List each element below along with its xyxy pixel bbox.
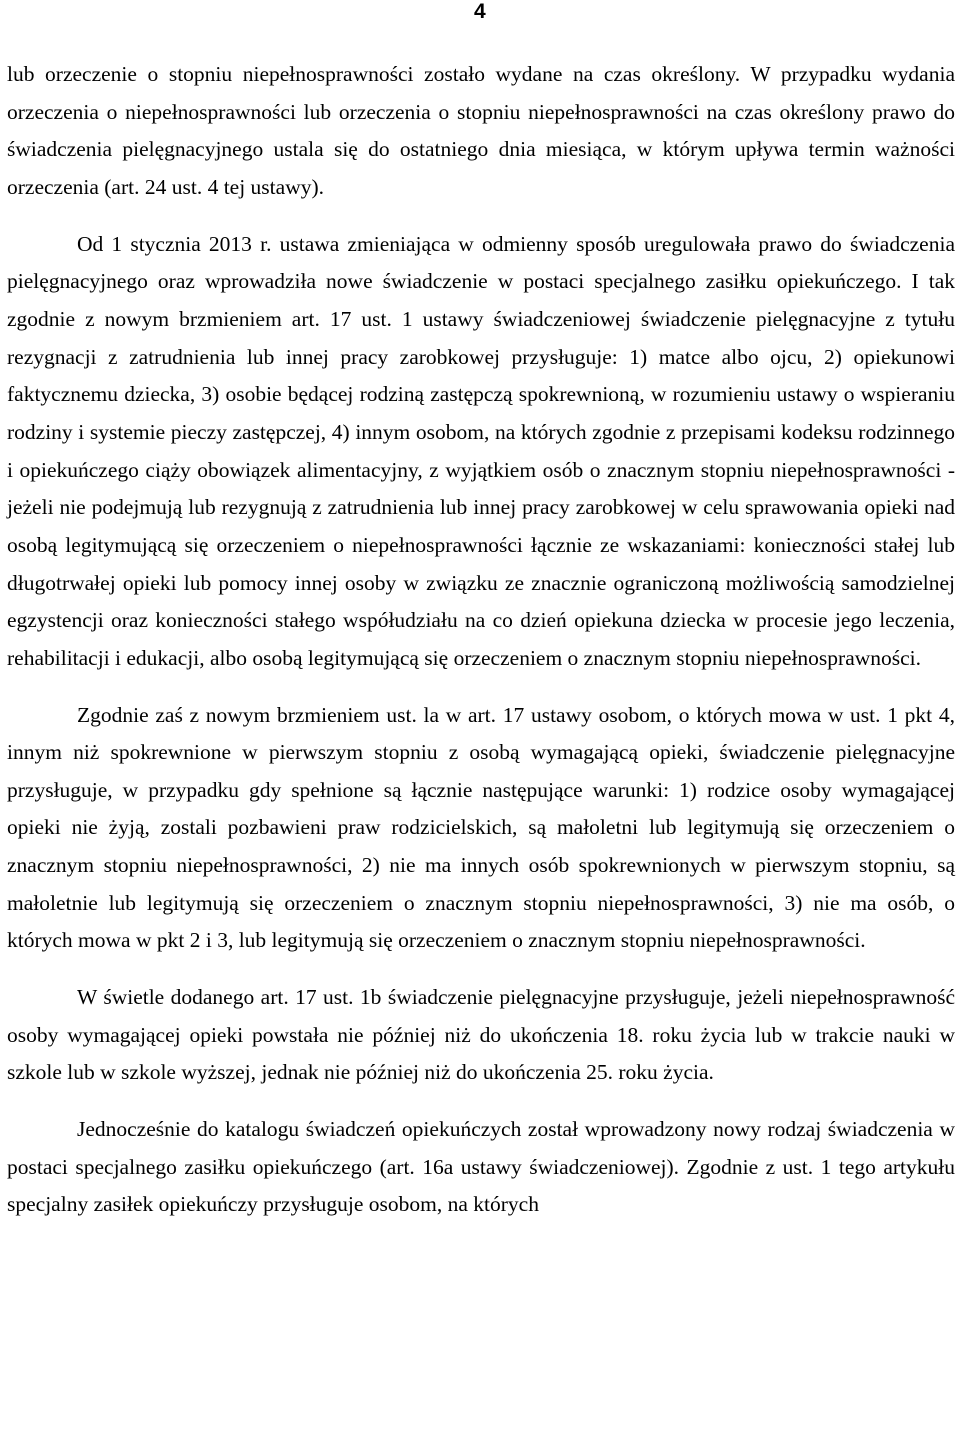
page-number: 4 (474, 0, 486, 23)
paragraph-4: W świetle dodanego art. 17 ust. 1b świadczenie pielęgnacyjne przysługuje, jeżeli niepełnosprawność osoby wymagającej opieki powstała nie później niż do ukończenia 18. roku życia lub w trakcie nauki w szkole lub w szkole wyższej, jednak nie później niż do ukończenia 25. roku życia. (7, 985, 955, 1085)
paragraph-3: Zgodnie zaś z nowym brzmieniem ust. la w art. 17 ustawy osobom, o których mowa w ust. 1 pkt 4, innym niż spokrewnione w pierwszym stopniu z osobą wymagającą opieki, świadczenie pielęgnacyjne przysługuje, w przypadku gdy spełnione są łącznie następujące warunki: 1) rodzice osoby wymagającej opieki nie żyją, zostali pozbawieni praw rodzicielskich, są małoletni lub legitymują się orzeczeniem o znacznym stopniu niepełnosprawności, 2) nie ma innych osób spokrewnionych w pierwszym stopniu, są małoletnie lub legitymują się orzeczeniem o znacznym stopniu niepełnosprawności, 3) nie ma osób, o których mowa w pkt 2 i 3, lub legitymują się orzeczeniem o znacznym stopniu niepełnosprawności. (7, 702, 955, 953)
document-body (7, 56, 955, 1224)
paragraph-2: Od 1 stycznia 2013 r. ustawa zmieniająca w odmienny sposób uregulowała prawo do świadczenia pielęgnacyjnego oraz wprowadziła nowe świadczenie w postaci specjalnego zasiłku opiekuńczego. I tak zgodnie z nowym brzmieniem art. 17 ust. 1 ustawy świadczeniowej świadczenie pielęgnacyjne z tytułu rezygnacji z zatrudnienia lub innej pracy zarobkowej przysługuje: 1) matce albo ojcu, 2) opiekunowi faktycznemu dziecka, 3) osobie będącej rodziną zastępczą spokrewnioną, w rozumieniu ustawy o wspieraniu rodziny i systemie pieczy zastępczej, 4) innym osobom, na których zgodnie z przepisami kodeksu rodzinnego i opiekuńczego ciąży obowiązek alimentacyjny, z wyjątkiem osób o znacznym stopniu niepełnosprawności -jeżeli nie podejmują lub rezygnują z zatrudnienia lub innej pracy zarobkowej w celu sprawowania opieki nad osobą legitymującą się orzeczeniem o niepełnosprawności łącznie ze wskazaniami: konieczności stałej lub długotrwałej opieki lub pomocy innej osoby w związku ze znacznie ograniczoną możliwością samodzielnej egzystencji oraz konieczności stałego współudziału na co dzień opiekuna dziecka w procesie jego leczenia, rehabilitacji i edukacji, albo osobą legitymującą się orzeczeniem o znacznym stopniu niepełnosprawności. (7, 231, 955, 670)
paragraph-5: Jednocześnie do katalogu świadczeń opiekuńczych został wprowadzony nowy rodzaj świadczenia w postaci specjalnego zasiłku opiekuńczego (art. 16a ustawy świadczeniowej). Zgodnie z ust. 1 tego artykułu specjalny zasiłek opiekuńczy przysługuje osobom, na których (7, 1117, 955, 1217)
paragraph-1: lub orzeczenie o stopniu niepełnosprawności zostało wydane na czas określony. W przypadku wydania orzeczenia o niepełnosprawności lub orzeczenia o stopniu niepełnosprawności na czas określony prawo do świadczenia pielęgnacyjnego ustala się do ostatniego dnia miesiąca, w którym upływa termin ważności orzeczenia (art. 24 ust. 4 tej ustawy). (7, 62, 955, 199)
